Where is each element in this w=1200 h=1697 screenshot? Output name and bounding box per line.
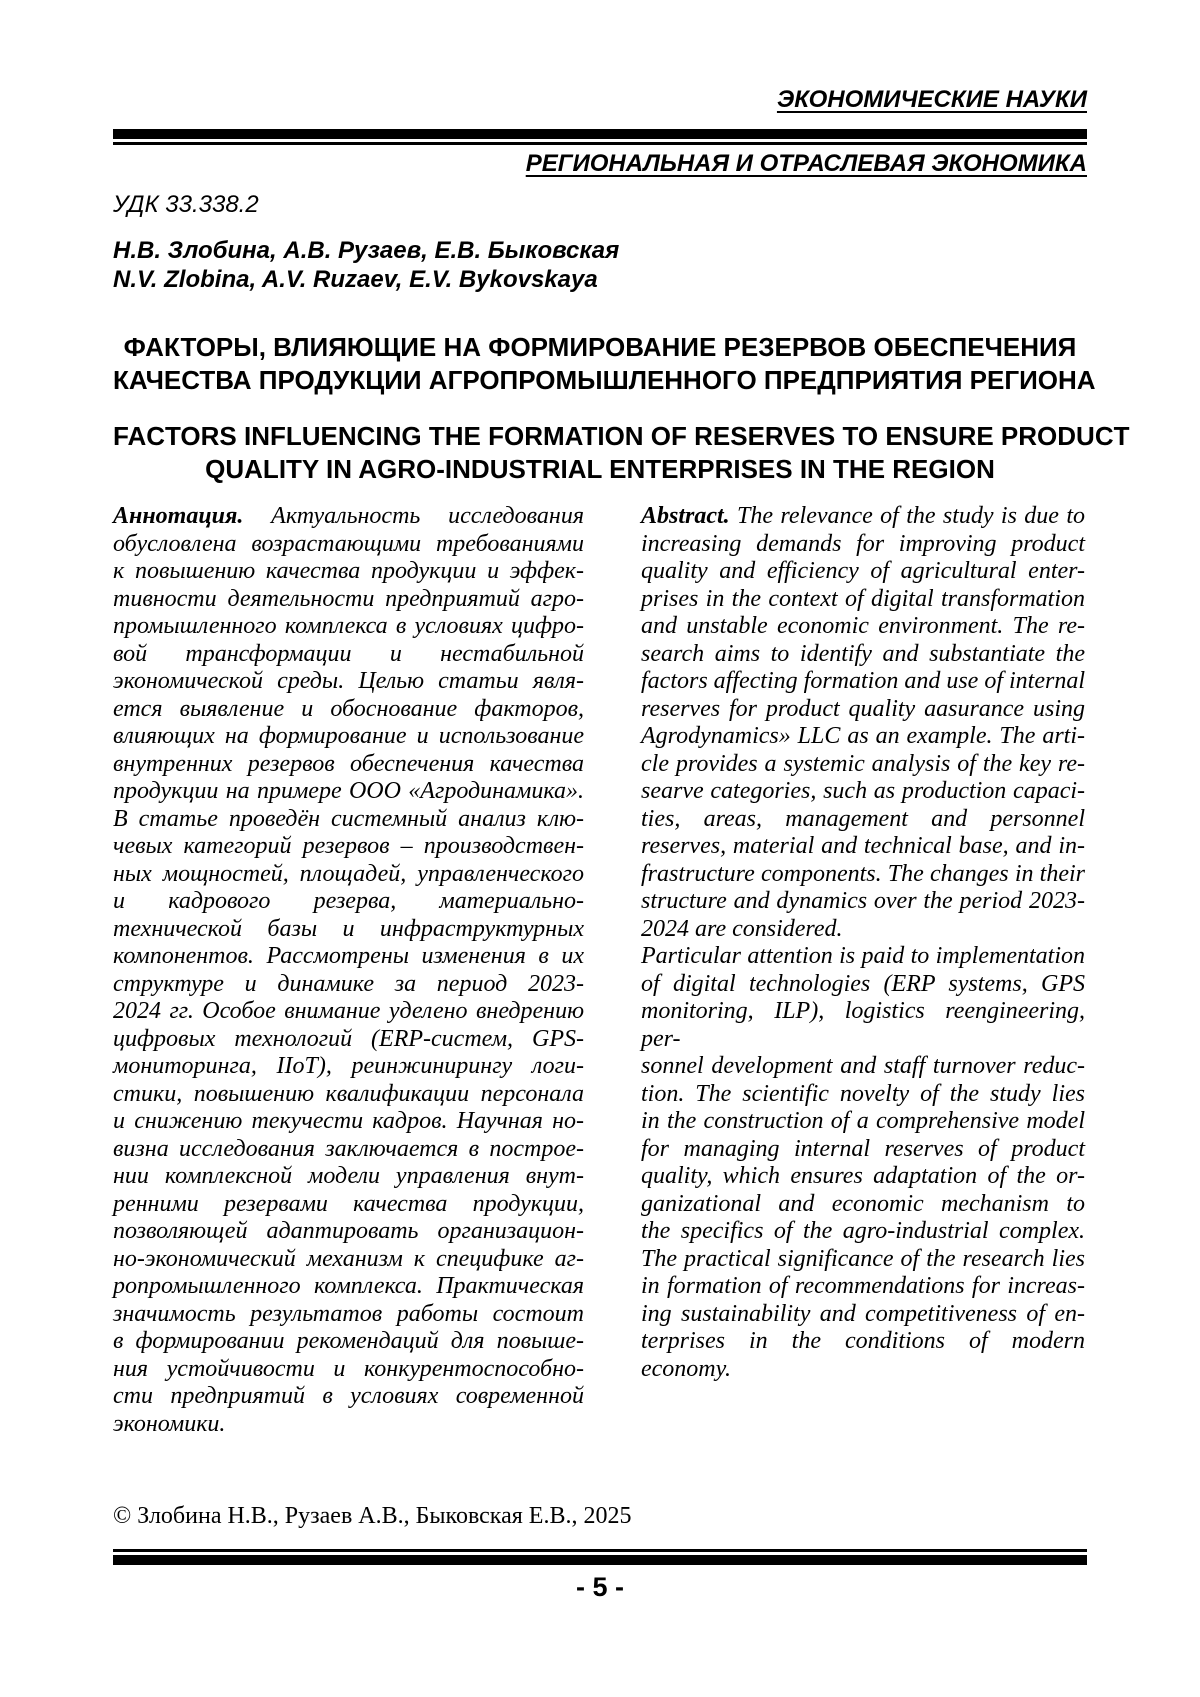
- text-line: В статье проведён системный анализ клю-: [113, 805, 584, 832]
- text-line: влияющих на формирование и использование: [113, 723, 584, 749]
- text-line: ния устойчивости и конкурентоспособно-: [113, 1355, 584, 1382]
- header-divider-thin: [113, 142, 1087, 145]
- abstract-en-column: [641, 503, 1085, 1383]
- text-line: и снижению текучести кадров. Научная но-: [113, 1108, 584, 1134]
- text-line: внутренних резервов обеспечения качества: [113, 750, 584, 777]
- text-line: search aims to identify and substantiate the: [641, 640, 1085, 667]
- text-line: The practical significance of the research lies: [641, 1245, 1085, 1272]
- text-line: ропромышленного комплекса. Практическая: [113, 1273, 584, 1299]
- text-line: экономической среды. Целью статьи явля-: [113, 668, 584, 694]
- text-line: сти предприятий в условиях современной: [113, 1383, 584, 1409]
- text-line: quality, which ensures adaptation of the or-: [641, 1163, 1085, 1189]
- copyright-line: © Злобина Н.В., Рузаев А.В., Быковская Е.В., 2025: [113, 1503, 632, 1529]
- text-line: ФАКТОРЫ, ВЛИЯЮЩИЕ НА ФОРМИРОВАНИЕ РЕЗЕРВОВ ОБЕСПЕЧЕНИЯ: [123, 332, 1077, 362]
- text-line: in formation of recommendations for increas-: [641, 1273, 1085, 1299]
- text-line: 2024 are considered.: [641, 915, 843, 942]
- text-line: промышленного комплекса в условиях цифро-: [113, 613, 584, 639]
- authors-block: [113, 236, 619, 294]
- text-line: reserves for product quality aasurance using: [641, 695, 1085, 722]
- udc-code: УДК 33.338.2: [113, 191, 259, 218]
- text-line: чевых категорий резервов – производствен-: [113, 833, 584, 859]
- text-line: стики, повышению квалификации персонала: [113, 1080, 584, 1107]
- text-line: ties, areas, management and personnel: [641, 805, 1085, 832]
- text-line: tion. The scientific novelty of the study lies: [641, 1080, 1085, 1107]
- text-line: factors affecting formation and use of internal: [641, 668, 1085, 694]
- article-title-en: [113, 420, 1130, 486]
- text-line: 2024 гг. Особое внимание уделено внедрению: [113, 998, 584, 1024]
- authors-ru: Н.В. Злобина, А.В. Рузаев, Е.В. Быковская: [113, 237, 620, 264]
- abstract-ru-column: [113, 503, 584, 1438]
- text-line: ных мощностей, площадей, управленческого: [113, 860, 584, 887]
- text-line: Particular attention is paid to implementation: [641, 943, 1085, 969]
- journal-subsection-header: РЕГИОНАЛЬНАЯ И ОТРАСЛЕВАЯ ЭКОНОМИКА: [525, 150, 1087, 177]
- article-title-ru: [113, 331, 1096, 397]
- text-line: Аннотация. Актуальность исследования: [113, 503, 584, 529]
- text-line: но-экономический механизм к специфике аг-: [113, 1245, 584, 1272]
- text-line: Abstract. The relevance of the study is due to: [641, 503, 1085, 529]
- text-line: КАЧЕСТВА ПРОДУКЦИИ АГРОПРОМЫШЛЕННОГО ПРЕДПРИЯТИЯ РЕГИОНА: [113, 365, 1096, 395]
- text-line: cle provides a systemic analysis of the key re-: [641, 750, 1085, 777]
- text-line: Agrodynamics» LLC as an example. The arti-: [641, 723, 1085, 749]
- footer-divider-thick: [113, 1555, 1087, 1565]
- text-line: структуре и динамике за период 2023-: [113, 970, 584, 997]
- text-line: QUALITY IN AGRO-INDUSTRIAL ENTERPRISES IN THE REGION: [205, 454, 995, 484]
- authors-en: N.V. Zlobina, A.V. Ruzaev, E.V. Bykovskaya: [113, 266, 598, 293]
- text-line: мониторинга, IIoT), реинжинирингу логи-: [113, 1053, 584, 1079]
- text-line: in the construction of a comprehensive model: [641, 1108, 1085, 1134]
- text-line: к повышению качества продукции и эффек-: [113, 558, 584, 584]
- text-line: monitoring, ILP), logistics reengineering, per-: [641, 998, 1085, 1052]
- text-line: ренними резервами качества продукции,: [113, 1190, 584, 1217]
- footer-divider-thin: [113, 1549, 1087, 1552]
- text-line: экономики.: [113, 1410, 226, 1437]
- text-line: вой трансформации и нестабильной: [113, 640, 584, 667]
- text-line: значимость результатов работы состоит: [113, 1300, 584, 1327]
- text-line: terprises in the conditions of modern economy.: [641, 1328, 1085, 1382]
- text-line: searve categories, such as production capaci-: [641, 778, 1085, 804]
- text-line: нии комплексной модели управления внут-: [113, 1163, 584, 1189]
- text-line: FACTORS INFLUENCING THE FORMATION OF RESERVES TO ENSURE PRODUCT: [113, 421, 1130, 451]
- abstract-lead-label: Abstract.: [641, 503, 730, 529]
- page-number: - 5 -: [575, 1572, 624, 1602]
- text-line: позволяющей адаптировать организацион-: [113, 1218, 584, 1244]
- text-line: визна исследования заключается в построе-: [113, 1135, 584, 1162]
- text-line: structure and dynamics over the period 2023-: [641, 888, 1085, 914]
- text-line: компонентов. Рассмотрены изменения в их: [113, 943, 584, 969]
- text-line: and unstable economic environment. The re-: [641, 613, 1085, 639]
- text-line: for managing internal reserves of product: [641, 1135, 1085, 1162]
- text-line: цифровых технологий (ERP-систем, GPS-: [113, 1025, 584, 1052]
- text-line: технической базы и инфраструктурных: [113, 915, 584, 942]
- text-line: increasing demands for improving product: [641, 530, 1085, 557]
- abstract-lead-label: Аннотация.: [113, 503, 244, 529]
- text-line: quality and efficiency of agricultural enter-: [641, 558, 1085, 584]
- text-line: sonnel development and staff turnover reduc-: [641, 1053, 1085, 1079]
- journal-section-header: ЭКОНОМИЧЕСКИЕ НАУКИ: [776, 86, 1087, 113]
- text-line: тивности деятельности предприятий агро-: [113, 585, 584, 612]
- text-line: prises in the context of digital transformation: [641, 585, 1085, 612]
- text-line: и кадрового резерва, материально-: [113, 888, 584, 914]
- header-divider-thick: [113, 129, 1087, 139]
- text-line: в формировании рекомендаций для повыше-: [113, 1328, 584, 1354]
- text-line: продукции на примере ООО «Агродинамика».: [113, 778, 584, 804]
- text-line: ganizational and economic mechanism to: [641, 1190, 1085, 1217]
- text-line: reserves, material and technical base, and in-: [641, 833, 1085, 859]
- text-line: обусловлена возрастающими требованиями: [113, 530, 584, 557]
- text-line: ing sustainability and competitiveness of en-: [641, 1300, 1085, 1327]
- text-line: frastructure components. The changes in their: [641, 860, 1085, 887]
- text-line: the specifics of the agro-industrial complex.: [641, 1218, 1085, 1244]
- text-line: of digital technologies (ERP systems, GPS: [641, 970, 1085, 997]
- text-line: ется выявление и обоснование факторов,: [113, 695, 584, 722]
